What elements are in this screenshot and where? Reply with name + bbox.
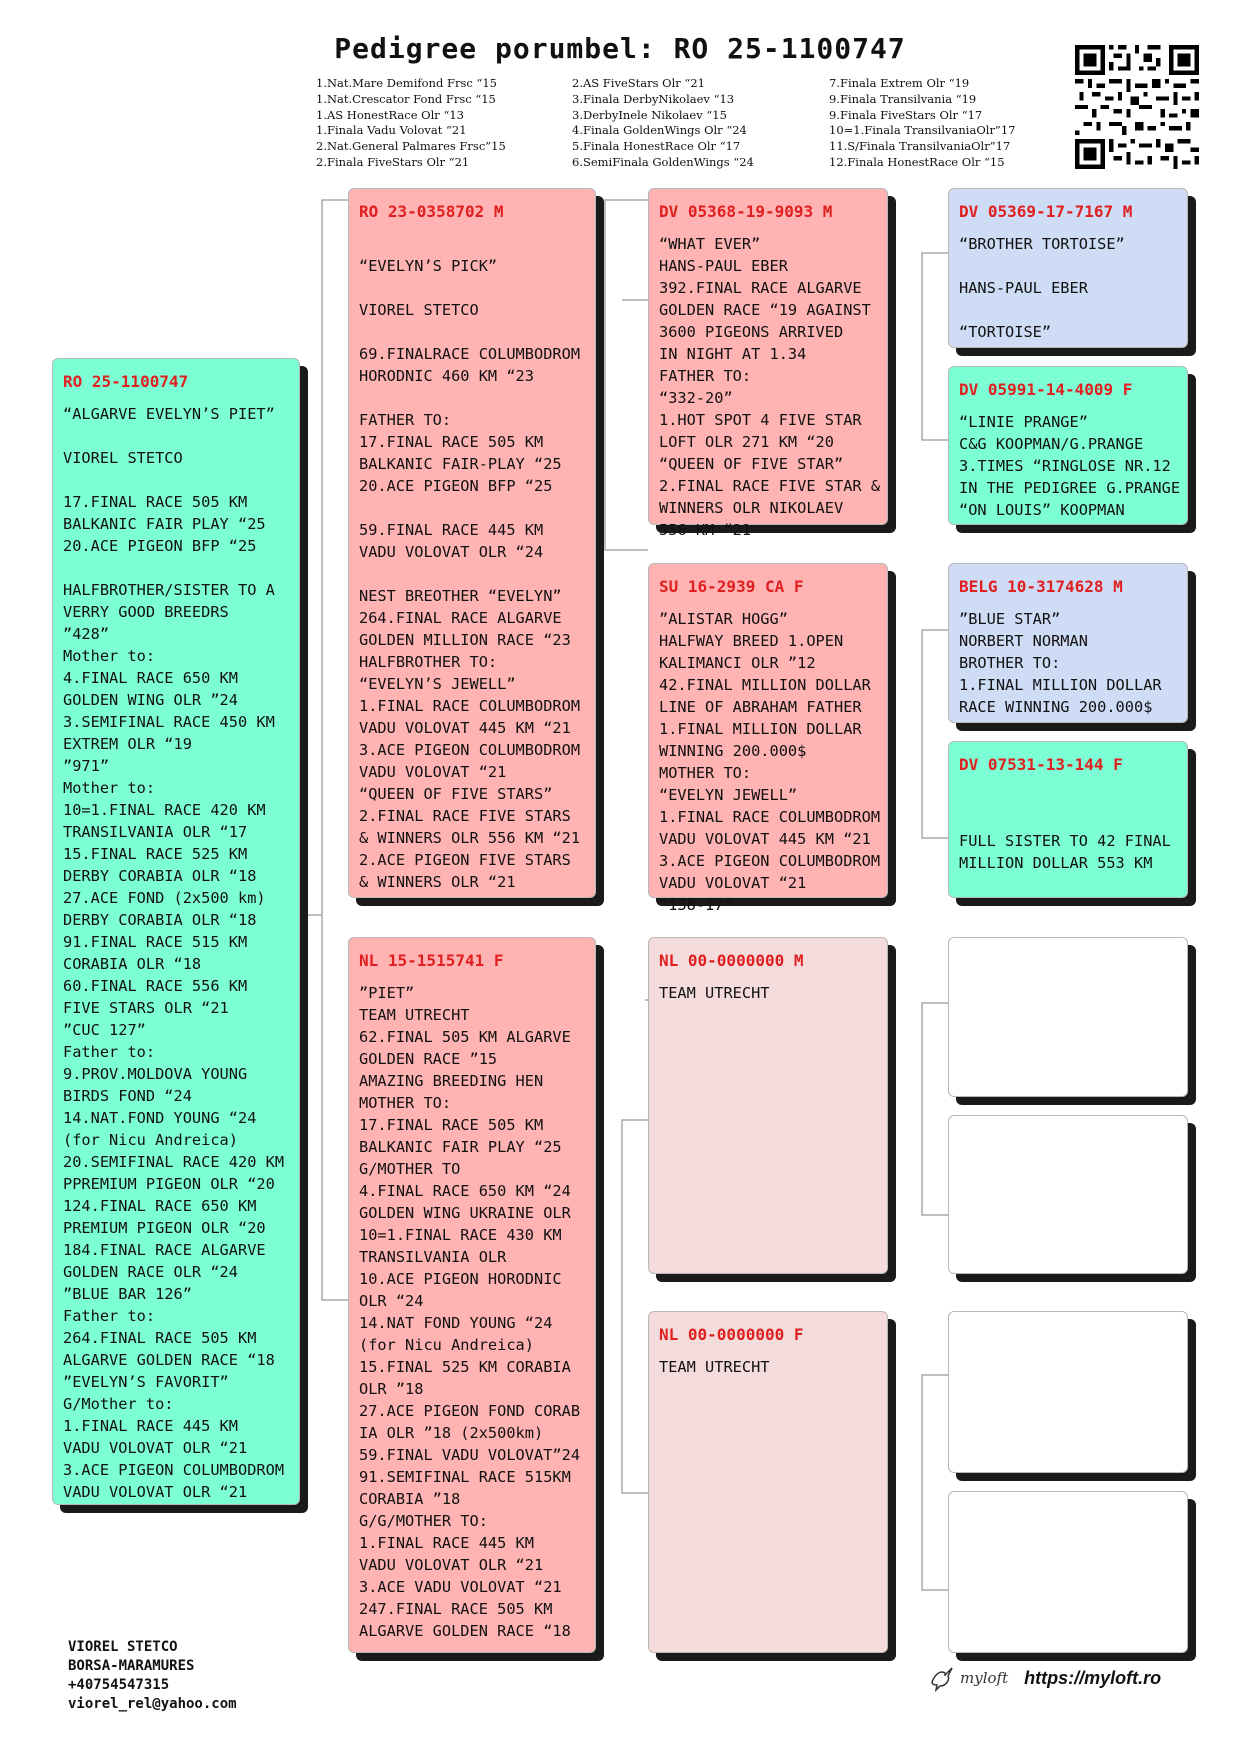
achievement: 1.Nat.Mare Demifond Frsc “15 [316, 76, 497, 90]
pigeon-details: “BROTHER TORTOISE” HANS-PAUL EBER “TORTOISE” [959, 235, 1125, 341]
ring-number: DV 07531-13-144 F [959, 755, 1123, 774]
brand-footer [928, 1664, 1161, 1692]
ring-number: NL 00-0000000 M [659, 951, 804, 970]
ring-number: BELG 10-3174628 M [959, 577, 1123, 596]
owner-phone: +40754547315 [68, 1677, 170, 1693]
ring-number: DV 05368-19-9093 M [659, 202, 833, 221]
owner-name: VIOREL STETCO [68, 1639, 178, 1655]
achievement: 7.Finala Extrem Olr “19 [829, 76, 970, 90]
pigeon-card-dam[interactable] [348, 937, 596, 1653]
pigeon-card-sss[interactable] [948, 188, 1188, 348]
connector-ss [922, 253, 948, 440]
achievement: 1.Nat.Crescator Fond Frsc “15 [316, 91, 496, 106]
pigeon-details: FULL SISTER TO 42 FINAL MILLION DOLLAR 553 KM [959, 832, 1171, 872]
pigeon-details: ”BLUE STAR” NORBERT NORMAN BROTHER TO: 1.FINAL MILLION DOLLAR RACE WINNING 200.000$ [959, 610, 1162, 716]
pigeon-card-sire-sire[interactable] [648, 188, 888, 539]
connector-dd [922, 1375, 948, 1590]
page-title: Pedigree porumbel: RO 25-1100747 [334, 32, 906, 65]
achievement: 2.Nat.General Palmares Frsc”15 [316, 139, 506, 154]
achievement: 9.Finala FiveStars Olr “17 [829, 107, 983, 122]
pigeon-card-main[interactable] [52, 358, 300, 1505]
ring-number: DV 05991-14-4009 F [959, 380, 1133, 399]
achievement: 3.Finala DerbyNikolaev “13 [572, 91, 735, 106]
pigeon-card-sire-dam[interactable] [648, 563, 888, 914]
pigeon-details: “EVELYN’S PICK” VIOREL STETCO 69.FINALRACE COLUMBODROM HORODNIC 460 KM “23 FATHER TO: 17.FINAL RACE 505 KM BALKANIC FAIR-PLAY “25 20.ACE PIGEON BFP “25 59.FINAL RACE 445 KM VADU VOLOVAT OLR “24 NEST BREOTHER “EVELYN” 264.FINAL RACE ALGARVE GOLDEN MILLION RACE “23 HALFBROTHER TO: “EVELYN’S JEWELL” 1.FINAL RACE COLUMBODROM VADU VOLOVAT 445 KM “21 3.ACE PIGEON COLUMBODROM VADU VOLOVAT “21 “QUEEN OF FIVE STARS” 2.FINAL RACE FIVE STARS & WINNERS OLR 556 KM “21 2.ACE PIGEON FIVE STARS & WINNERS OLR “21 [359, 257, 581, 891]
pigeon-details: TEAM UTRECHT [659, 1358, 770, 1376]
owner-location: BORSA-MARAMURES [68, 1658, 195, 1674]
owner-contact [68, 1638, 237, 1714]
pigeon-details: TEAM UTRECHT [659, 984, 770, 1002]
brand-url-link[interactable]: https://myloft.ro [1024, 1667, 1162, 1688]
achievement: 4.Finala GoldenWings Olr “24 [572, 123, 747, 138]
connector-sire [605, 200, 648, 550]
ring-number: DV 05369-17-7167 M [959, 202, 1133, 221]
achievement: 11.S/Finala TransilvaniaOlr”17 [829, 139, 1011, 154]
achievement: 9.Finala Transilvania “19 [829, 91, 977, 106]
pigeon-details: “WHAT EVER” HANS-PAUL EBER 392.FINAL RACE ALGARVE GOLDEN RACE “19 AGAINST 3600 PIGEONS ARRIVED IN NIGHT AT 1.34 FATHER TO: “332-20” 1.HOT SPOT 4 FIVE STAR LOFT OLR 271 KM “20 “QUEEN OF FIVE STAR” 2.FINAL RACE FIVE STAR & WINNERS OLR NIKOLAEV 556 KM “21 [659, 235, 881, 539]
connector-ds [922, 1003, 948, 1215]
connector-main [322, 200, 348, 1300]
achievement: 10=1.Finala TransilvaniaOlr”17 [829, 123, 1016, 138]
achievement: 2.Finala FiveStars Olr “21 [316, 154, 470, 169]
pigeon-card-sire[interactable] [348, 188, 596, 898]
pigeon-card-sdd[interactable] [948, 741, 1188, 898]
achievement: 1.Finala Vadu Volovat “21 [316, 123, 467, 138]
pigeon-card-dam-sire[interactable] [648, 937, 888, 1274]
achievement: 6.SemiFinala GoldenWings “24 [572, 154, 754, 169]
pigeon-details: “LINIE PRANGE” C&G KOOPMAN/G.PRANGE 3.TIMES “RINGLOSE NR.12 IN THE PEDIGREE G.PRANGE “ON LOUIS” KOOPMAN [959, 413, 1181, 519]
ring-number: SU 16-2939 CA F [659, 577, 804, 596]
pigeon-card-sds[interactable] [948, 563, 1188, 723]
brand-logo[interactable] [928, 1664, 1008, 1692]
pigeon-details: ”ALISTAR HOGG” HALFWAY BREED 1.OPEN KALIMANCI OLR ”12 42.FINAL MILLION DOLLAR LINE OF ABRAHAM FATHER 1.FINAL MILLION DOLLAR WINNING 200.000$ MOTHER TO: “EVELYN JEWELL” 1.FINAL RACE COLUMBODROM VADU VOLOVAT 445 KM “21 3.ACE PIGEON COLUMBODROM VADU VOLOVAT “21 “138-17” [659, 610, 881, 914]
achievement: 5.Finala HonestRace Olr “17 [572, 139, 741, 154]
ring-number: NL 15-1515741 F [359, 951, 504, 970]
pigeon-card-dam-dam[interactable] [648, 1311, 888, 1653]
ring-number: NL 00-0000000 F [659, 1325, 804, 1344]
pigeon-logo-icon [928, 1664, 956, 1692]
connector-sd [922, 630, 948, 838]
pigeon-card-dds-empty[interactable] [948, 1311, 1188, 1473]
pigeon-card-ssd[interactable] [948, 366, 1188, 525]
pigeon-card-dss-empty[interactable] [948, 937, 1188, 1097]
connector-dam-to-ds [622, 1120, 648, 1493]
achievement: 1.AS HonestRace Olr “13 [316, 107, 464, 122]
achievement: 2.AS FiveStars Olr “21 [572, 76, 705, 90]
pigeon-card-dsd-empty[interactable] [948, 1115, 1188, 1274]
owner-email[interactable]: viorel_rel@yahoo.com [68, 1696, 237, 1712]
brand-logo-text: myloft [960, 1669, 1009, 1687]
achievement: 3.DerbyInele Nikolaev “15 [572, 107, 727, 122]
pigeon-details: ”PIET” TEAM UTRECHT 62.FINAL 505 KM ALGARVE GOLDEN RACE ”15 AMAZING BREEDING HEN MOTHER TO: 17.FINAL RACE 505 KM BALKANIC FAIR PLAY “25 G/MOTHER TO 4.FINAL RACE 650 KM “24 GOLDEN WING UKRAINE OLR 10=1.FINAL RACE 430 KM TRANSILVANIA OLR 10.ACE PIGEON HORODNIC OLR “24 14.NAT FOND YOUNG “24 (for Nicu Andreica) 15.FINAL 525 KM CORABIA OLR ”18 27.ACE PIGEON FOND CORAB IA OLR ”18 (2x500km) 59.FINAL VADU VOLOVAT”24 91.SEMIFINAL RACE 515KM CORABIA ”18 G/G/MOTHER TO: 1.FINAL RACE 445 KM VADU VOLOVAT OLR “21 3.ACE VADU VOLOVAT “21 247.FINAL RACE 505 KM ALGARVE GOLDEN RACE “18 [359, 984, 581, 1640]
pigeon-card-ddd-empty[interactable] [948, 1491, 1188, 1653]
ring-number: RO 23-0358702 M [359, 202, 504, 221]
pigeon-details: “ALGARVE EVELYN’S PIET” VIOREL STETCO 17.FINAL RACE 505 KM BALKANIC FAIR PLAY “25 20.ACE PIGEON BFP “25 HALFBROTHER/SISTER TO A VERRY GOOD BREEDRS ”428” Mother to: 4.FINAL RACE 650 KM GOLDEN WING OLR ”24 3.SEMIFINAL RACE 450 KM EXTREM OLR “19 ”971” Mother to: 10=1.FINAL RACE 420 KM TRANSILVANIA OLR “17 15.FINAL RACE 525 KM DERBY CORABIA OLR “18 27.ACE FOND (2x500 km) DERBY CORABIA OLR “18 91.FINAL RACE 515 KM CORABIA OLR “18 60.FINAL RACE 556 KM FIVE STARS OLR “21 ”CUC 127” Father to: 9.PROV.MOLDOVA YOUNG BIRDS FOND “24 14.NAT.FOND YOUNG “24 (for Nicu Andreica) 20.SEMIFINAL RACE 420 KM PPREMIUM PIGEON OLR “20 124.FINAL RACE 650 KM PREMIUM PIGEON OLR “20 184.FINAL RACE ALGARVE GOLDEN RACE OLR “24 ”BLUE BAR 126” Father to: 264.FINAL RACE 505 KM ALGARVE GOLDEN RACE “18 ”EVELYN’S FAVORIT” G/Mother to: 1.FINAL RACE 445 KM VADU VOLOVAT OLR “21 3.ACE PIGEON COLUMBODROM VADU VOLOVAT OLR “21 [63, 405, 285, 1501]
ring-number: RO 25-1100747 [63, 372, 189, 391]
achievement: 12.Finala HonestRace Olr “15 [829, 154, 1005, 169]
